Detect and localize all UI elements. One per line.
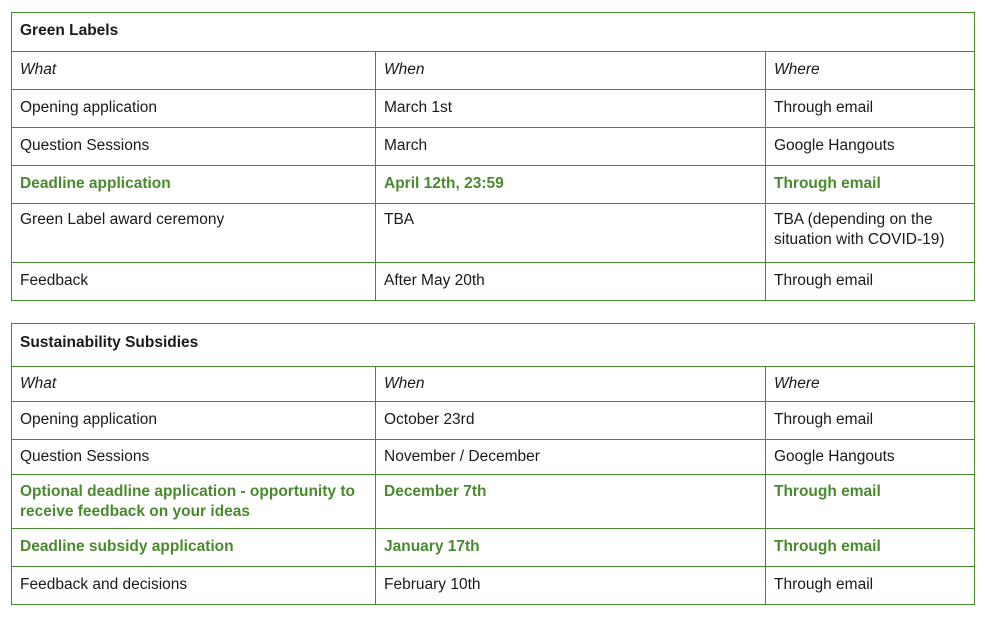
cell-what: Optional deadline application - opportunity to receive feedback on your ideas <box>12 475 376 529</box>
column-header-what: What <box>12 367 376 402</box>
cell-what: Deadline application <box>12 166 376 204</box>
table-row <box>12 440 975 475</box>
cell-when: After May 20th <box>376 263 766 301</box>
cell-what: Feedback <box>12 263 376 301</box>
cell-when: March <box>376 128 766 166</box>
cell-where: Through email <box>766 402 975 440</box>
cell-where: Through email <box>766 567 975 605</box>
cell-where: Through email <box>766 475 975 529</box>
cell-where: TBA (depending on the situation with COVID-19) <box>766 204 975 263</box>
column-header-where: Where <box>766 367 975 402</box>
cell-when: November / December <box>376 440 766 475</box>
green-labels-table <box>11 12 975 301</box>
column-header-when: When <box>376 52 766 90</box>
cell-when: January 17th <box>376 529 766 567</box>
cell-what: Opening application <box>12 402 376 440</box>
table-row-highlighted <box>12 166 975 204</box>
table-row <box>12 204 975 263</box>
cell-what: Opening application <box>12 90 376 128</box>
cell-when: October 23rd <box>376 402 766 440</box>
cell-when: February 10th <box>376 567 766 605</box>
cell-when: April 12th, 23:59 <box>376 166 766 204</box>
cell-where: Through email <box>766 263 975 301</box>
cell-when: TBA <box>376 204 766 263</box>
table-row <box>12 402 975 440</box>
column-header-when: When <box>376 367 766 402</box>
table-row <box>12 263 975 301</box>
cell-where: Through email <box>766 90 975 128</box>
cell-what: Green Label award ceremony <box>12 204 376 263</box>
column-header-where: Where <box>766 52 975 90</box>
table-row <box>12 567 975 605</box>
cell-where: Through email <box>766 529 975 567</box>
cell-what: Question Sessions <box>12 128 376 166</box>
table-row-highlighted <box>12 475 975 529</box>
cell-what: Feedback and decisions <box>12 567 376 605</box>
cell-what: Question Sessions <box>12 440 376 475</box>
cell-what: Deadline subsidy application <box>12 529 376 567</box>
table-row <box>12 90 975 128</box>
cell-where: Google Hangouts <box>766 128 975 166</box>
table-title: Sustainability Subsidies <box>12 324 975 367</box>
column-header-what: What <box>12 52 376 90</box>
cell-when: December 7th <box>376 475 766 529</box>
table-title: Green Labels <box>12 13 975 52</box>
cell-where: Google Hangouts <box>766 440 975 475</box>
sustainability-subsidies-table <box>11 323 975 605</box>
cell-when: March 1st <box>376 90 766 128</box>
table-row <box>12 128 975 166</box>
table-row-highlighted <box>12 529 975 567</box>
cell-where: Through email <box>766 166 975 204</box>
